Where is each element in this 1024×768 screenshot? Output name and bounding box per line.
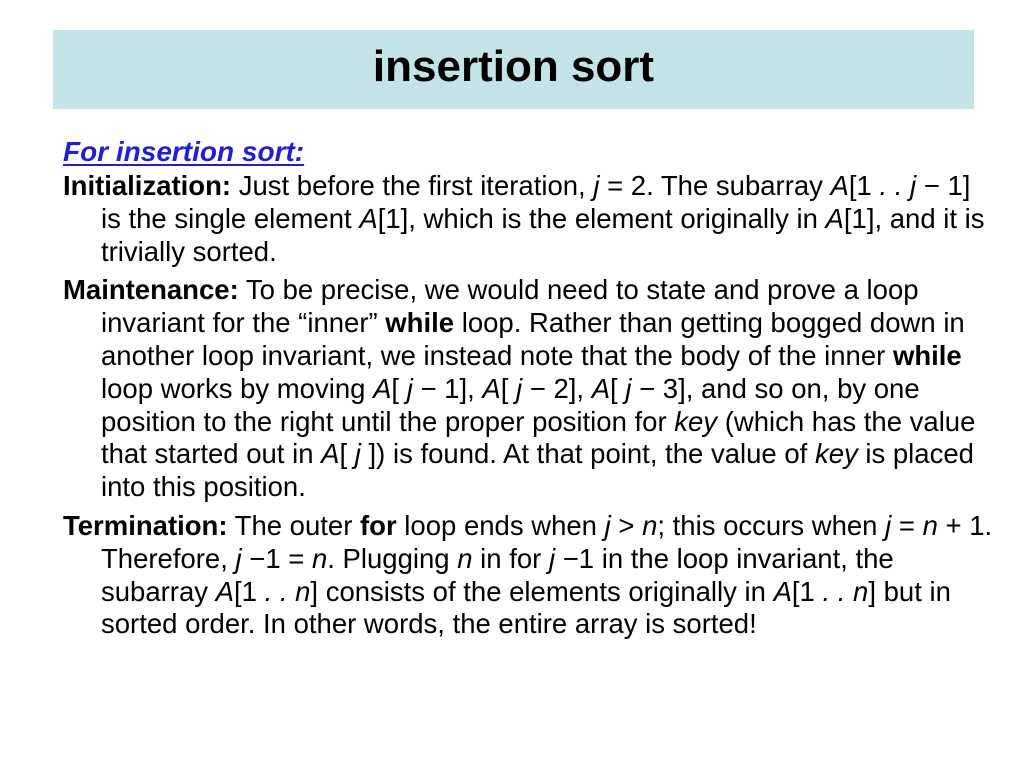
body-text: [ xyxy=(339,438,355,470)
body-text: Just before the first iteration, xyxy=(231,170,594,201)
math-variable-text: n xyxy=(311,542,328,574)
body-text: ]) is found. At that point, the value of xyxy=(360,438,815,470)
body-text: − 1] is the single element xyxy=(101,170,971,234)
termination-text xyxy=(101,510,992,639)
keyword-text: while xyxy=(385,307,455,339)
initialization-label: Initialization: xyxy=(63,170,232,201)
body-text: . Plugging xyxy=(327,542,458,574)
body-text: −1 = xyxy=(241,542,312,574)
body-text: + 1. Therefore, xyxy=(101,509,993,574)
body-text: ] consists of the elements originally in xyxy=(310,575,774,607)
termination-label: Termination: xyxy=(63,509,228,541)
keyword-text: for xyxy=(360,509,397,541)
math-variable-text: . . n xyxy=(822,575,869,607)
math-variable-text: A xyxy=(773,575,792,607)
body-text: −1 in the loop invariant, the subarray xyxy=(101,542,894,607)
math-variable-text: j xyxy=(354,438,361,470)
math-variable-text: A xyxy=(321,438,340,470)
math-variable-text: A xyxy=(215,575,234,607)
body-text: = xyxy=(891,509,923,541)
math-variable-text: . . n xyxy=(264,575,311,607)
maintenance-paragraph xyxy=(63,274,993,504)
math-variable-text: j xyxy=(406,372,413,404)
body-text: The outer xyxy=(227,509,360,541)
body-text: is placed into this position. xyxy=(101,438,974,503)
body-text: [1], which is the element originally in xyxy=(377,202,826,234)
body-text: [1], and it is trivially sorted. xyxy=(101,202,985,267)
body-text: − 3], and so on, by one position to the right until the proper position for xyxy=(101,372,920,437)
math-variable-text: key xyxy=(674,405,718,437)
body-text: ] but in sorted order. In other words, the entire array is sorted! xyxy=(101,575,951,640)
math-variable-text: j xyxy=(604,509,611,541)
body-text: [ xyxy=(500,372,516,404)
body-text: [ xyxy=(391,372,407,404)
body-text: loop ends when xyxy=(396,509,605,541)
body-text: ; this occurs when xyxy=(657,509,886,541)
body-text: loop. Rather than getting bogged down in another loop invariant, we instead note that the body of the inner xyxy=(101,307,965,371)
body-text: − 1], xyxy=(412,372,483,404)
math-variable-text: A xyxy=(830,170,849,201)
body-text: [1 xyxy=(233,575,265,607)
math-variable-text: n xyxy=(457,542,473,574)
body-text: [1 xyxy=(791,575,823,607)
body-text: loop works by moving xyxy=(101,372,374,404)
math-variable-text: n xyxy=(642,509,658,541)
body-text: [ xyxy=(610,372,626,404)
body-text: (which has the value that started out in xyxy=(101,405,976,470)
slide-title: insertion sort xyxy=(372,41,655,91)
slide-body xyxy=(63,134,993,647)
body-text: − 2], xyxy=(522,372,592,404)
math-variable-text: A xyxy=(359,202,378,234)
math-variable-text: . . j xyxy=(879,170,917,201)
math-variable-text: n xyxy=(922,509,938,541)
keyword-text: while xyxy=(892,339,962,371)
body-text: in for xyxy=(472,542,549,574)
initialization-paragraph xyxy=(63,170,993,268)
math-variable-text: key xyxy=(814,438,858,470)
math-variable-text: A xyxy=(373,372,392,404)
math-variable-text: j xyxy=(516,372,523,404)
math-variable-text: j xyxy=(235,542,242,574)
math-variable-text: A xyxy=(825,202,844,234)
math-variable-text: j xyxy=(548,542,556,574)
subheading: For insertion sort: xyxy=(63,136,305,167)
termination-paragraph xyxy=(63,510,993,641)
title-banner xyxy=(53,30,974,109)
maintenance-text xyxy=(101,274,975,502)
body-text: > xyxy=(610,509,643,541)
math-variable-text: j xyxy=(625,372,632,404)
math-variable-text: A xyxy=(482,372,501,404)
body-text: [1 xyxy=(848,170,880,201)
maintenance-label: Maintenance: xyxy=(63,274,239,306)
math-variable-text: A xyxy=(591,372,611,404)
body-text: = 2. The subarray xyxy=(599,170,831,201)
math-variable-text: j xyxy=(885,509,892,541)
body-text: To be precise, we would need to state and prove a loop invariant for the “inner” xyxy=(101,274,919,339)
initialization-text xyxy=(101,170,985,267)
math-variable-text: j xyxy=(593,170,600,201)
